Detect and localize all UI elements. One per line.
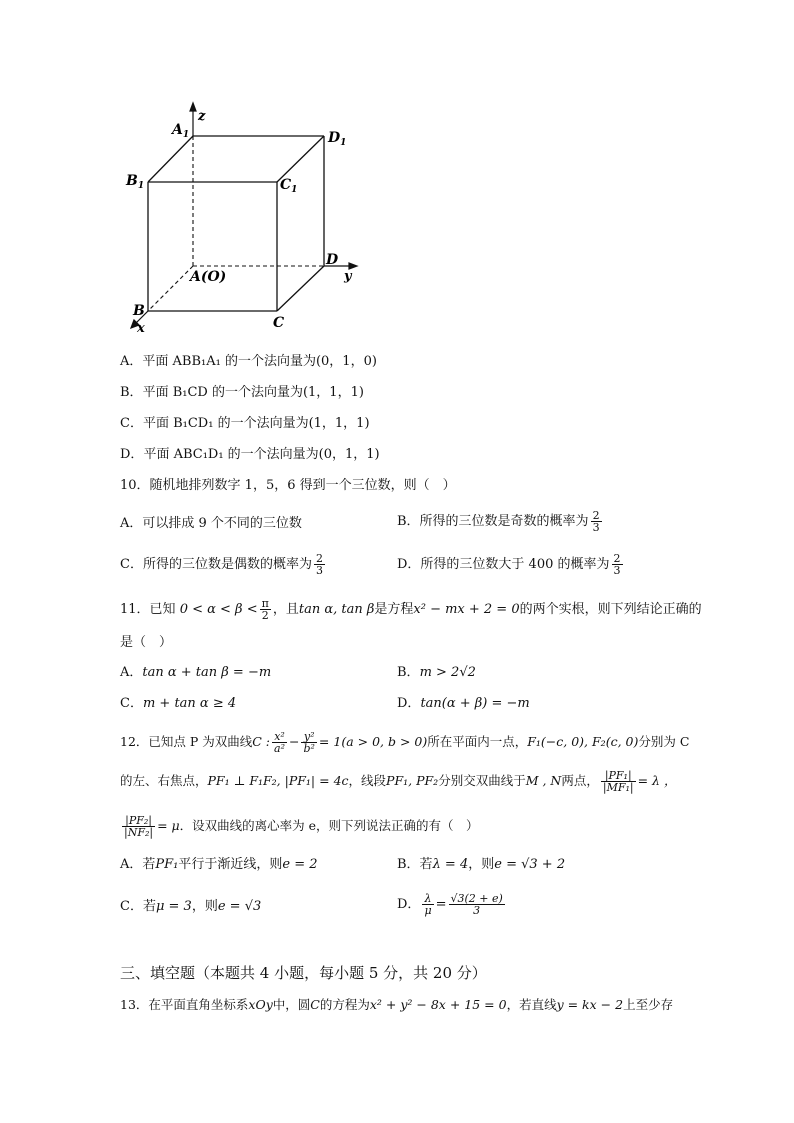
- section-3-heading: 三、填空题（本题共 4 小题，每小题 5 分，共 20 分）: [120, 964, 487, 982]
- q12-option-c: C．若μ = 3，则e = √3: [120, 899, 262, 914]
- q12-line1: 12．已知点 P 为双曲线C : $\frac{\text{x²}}{\text{a²}}$ − $\frac{\text{y²}}{\text{b²}}$ = 1(a > 0, b > 0)所在平面内一点，F₁(−c, 0), F₂(c, 0)分别为 C: [120, 730, 690, 755]
- q12-line2: 的左、右焦点，PF₁ ⊥ F₁F₂, |PF₁| = 4c，线段PF₁, PF₂分别交双曲线于M , N两点， $\frac{\text{|PF₁|}}{\text{|MF₁|}}$ = λ ，: [120, 769, 677, 794]
- label-x: x: [137, 321, 145, 336]
- label-A1: $A_1$: [172, 122, 190, 140]
- q11-stem: 11．已知 0 < α < β < $\frac{\pi}{2}$ ，且tan α, tan β是方程x² − mx + 2 = 0的两个实根，则下列结论正确的: [120, 597, 702, 622]
- label-D1: $D_1$: [328, 130, 347, 148]
- label-y: y: [344, 269, 352, 284]
- q9-option-d: D．平面 ABC₁D₁ 的一个法向量为(0，1，1): [120, 447, 380, 462]
- label-B1: $B_1$: [126, 173, 145, 191]
- hidden-edge-A-B: [148, 266, 193, 311]
- q12-option-d: D． $\frac{\lambda}{\mu}$ = $\frac{√3(2 + e)}{3}$: [397, 892, 503, 917]
- q12-option-a: A．若PF₁平行于渐近线，则e = 2: [120, 857, 318, 872]
- q10-stem: 10．随机地排列数字 1，5，6 得到一个三位数，则（ ）: [120, 478, 456, 493]
- label-z: z: [198, 109, 206, 124]
- q11-stem-cont: 是（ ）: [120, 635, 173, 650]
- q10-option-b: B．所得的三位数是奇数的概率为 $\frac{2}{3}$: [397, 509, 600, 534]
- q9-option-c: C．平面 B₁CD₁ 的一个法向量为(1，1，1): [120, 416, 370, 431]
- q13-stem: 13．在平面直角坐标系xOy中，圆C的方程为x² + y² − 8x + 15 = 0，若直线y = kx − 2上至少存: [120, 997, 674, 1012]
- label-AO: A(O): [190, 269, 227, 285]
- q10-option-a: A．可以排成 9 个不同的三位数: [120, 516, 302, 531]
- label-D: D: [326, 252, 339, 268]
- label-C: C: [273, 315, 285, 331]
- q10-option-d: D．所得的三位数大于 400 的概率为 $\frac{2}{3}$: [397, 552, 621, 577]
- label-C1: $C_1$: [280, 177, 298, 195]
- cube-figure: [120, 100, 380, 340]
- z-arrow: [190, 103, 196, 111]
- q9-option-a: A．平面 ABB₁A₁ 的一个法向量为(0，1，0): [120, 354, 377, 369]
- q11-option-a: A．tan α + tan β = −m: [120, 665, 272, 680]
- q12-line3: $\frac{\text{|PF₂|}}{\text{|NF₂|}}$ = μ．设双曲线的离心率为 e，则下列说法正确的有（ ）: [124, 814, 479, 839]
- edge-C-D: [277, 266, 324, 311]
- q12-option-b: B．若λ = 4，则e = √3 + 2: [397, 857, 566, 872]
- edge-B1-A1: [148, 136, 193, 182]
- edge-C1-D1: [277, 136, 324, 182]
- q9-option-b: B．平面 B₁CD 的一个法向量为(1，1，1): [120, 385, 364, 400]
- q11-option-c: C．m + tan α ≥ 4: [120, 696, 237, 711]
- q10-option-c: C．所得的三位数是偶数的概率为 $\frac{2}{3}$: [120, 552, 323, 577]
- q11-option-b: B．m > 2√2: [397, 665, 476, 680]
- q11-option-d: D．tan(α + β) = −m: [397, 696, 530, 711]
- label-B: B: [133, 303, 145, 319]
